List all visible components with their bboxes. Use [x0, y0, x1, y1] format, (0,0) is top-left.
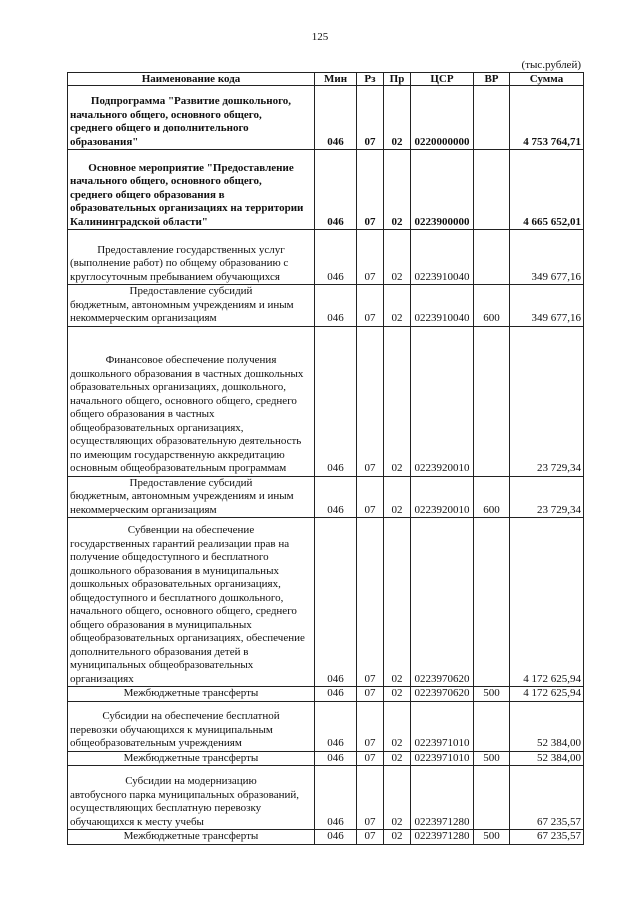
row-csr: 0223910040 — [411, 230, 474, 285]
header-name: Наименование кода — [68, 73, 315, 86]
row-csr: 0223970620 — [411, 518, 474, 687]
page-number: 125 — [311, 31, 329, 43]
row-name-line: основным общеобразовательным программам — [70, 462, 287, 474]
row-rz: 07 — [357, 687, 384, 702]
row-min: 046 — [315, 86, 357, 150]
row-name-line: государственных гарантий реализации прав на — [70, 537, 290, 550]
table-row — [68, 326, 584, 476]
row-name-line: Субсидии на обеспечение бесплатной — [102, 710, 280, 722]
row-csr: 0220000000 — [411, 86, 474, 150]
row-vr — [474, 230, 510, 285]
row-pr: 02 — [384, 701, 411, 751]
row-name-line: по имеющим государственную аккредитацию — [70, 448, 285, 461]
row-name-line: Калининградской области" — [70, 215, 208, 228]
row-vr — [474, 766, 510, 830]
row-csr: 0223971280 — [411, 766, 474, 830]
header-pr: Пр — [384, 73, 411, 86]
row-vr: 600 — [474, 285, 510, 327]
table-row — [68, 518, 584, 687]
row-rz: 07 — [357, 476, 384, 518]
row-min: 046 — [315, 150, 357, 230]
row-name-line: дошкольного образования в муниципальных — [70, 564, 279, 577]
table-row — [68, 701, 584, 751]
row-name-line: начального общего, основного общего, — [70, 175, 262, 187]
row-name-line: общего образования в муниципальных — [70, 618, 252, 631]
row-pr: 02 — [384, 326, 411, 476]
row-name-line: Предоставление субсидий — [129, 476, 253, 489]
row-name-line: образовательных организациях на территории — [70, 202, 304, 214]
table-row — [68, 230, 584, 285]
row-name-line: осуществляющих бесплатную перевозку — [70, 802, 262, 814]
header-vr: ВР — [474, 73, 510, 86]
row-min: 046 — [315, 476, 357, 518]
row-name-line: Предоставление государственных услуг — [97, 243, 285, 256]
table-row — [68, 86, 584, 150]
row-csr: 0223910040 — [411, 285, 474, 327]
row-name-line: образования" — [70, 135, 139, 148]
row-rz: 07 — [357, 326, 384, 476]
row-min: 046 — [315, 766, 357, 830]
row-name-line: начального общего, основного общего, среднего — [70, 394, 297, 407]
row-vr: 500 — [474, 751, 510, 766]
row-name-line: некоммерческим организациям — [70, 503, 217, 516]
row-sum: 349 677,16 — [510, 230, 584, 285]
units-label: (тыс.рублей) — [521, 59, 581, 71]
row-name-line: Субсидии на модернизацию — [125, 775, 257, 787]
row-vr: 500 — [474, 687, 510, 702]
row-csr: 0223920010 — [411, 326, 474, 476]
row-min: 046 — [315, 518, 357, 687]
row-vr — [474, 326, 510, 476]
row-name-line: дошкольных образовательных организациях, — [70, 578, 281, 590]
row-vr: 500 — [474, 830, 510, 845]
table-body — [68, 86, 584, 845]
row-name — [68, 285, 315, 327]
row-name-line: осуществляющих образовательную деятельность — [70, 435, 302, 447]
row-csr: 0223970620 — [411, 687, 474, 702]
row-pr: 02 — [384, 230, 411, 285]
row-min: 046 — [315, 687, 357, 702]
row-name-line: перевозки обучающихся к муниципальным — [70, 723, 273, 736]
table-row — [68, 150, 584, 230]
row-name-line: общего образования в частных — [70, 408, 215, 420]
row-sum: 52 384,00 — [510, 701, 584, 751]
row-name-line: начального общего, основного общего, среднего — [70, 605, 297, 617]
row-sum: 23 729,34 — [510, 326, 584, 476]
row-pr: 02 — [384, 687, 411, 702]
row-sum: 4 172 625,94 — [510, 518, 584, 687]
header-rz: Рз — [357, 73, 384, 86]
row-rz: 07 — [357, 518, 384, 687]
header-csr: ЦСР — [411, 73, 474, 86]
row-name-line: бюджетным, автономным учреждениям и иным — [70, 298, 294, 311]
row-name-line: образовательных организациях, дошкольного, — [70, 381, 286, 393]
row-name — [68, 150, 315, 230]
row-name-line: общеобразовательным учреждениям — [70, 737, 242, 749]
row-name — [68, 230, 315, 285]
row-pr: 02 — [384, 476, 411, 518]
budget-table — [67, 72, 584, 845]
row-vr — [474, 150, 510, 230]
row-name-line: (выполнение работ) по общему образованию с — [70, 257, 289, 269]
row-sum: 4 665 652,01 — [510, 150, 584, 230]
row-name-line: обучающихся к месту учебы — [70, 815, 204, 828]
row-name-line: Подпрограмма "Развитие дошкольного, — [90, 95, 292, 107]
row-name-line: автобусного парка муниципальных образований, — [70, 788, 299, 801]
row-sum: 4 753 764,71 — [510, 86, 584, 150]
row-csr: 0223971280 — [411, 830, 474, 845]
row-rz: 07 — [357, 285, 384, 327]
row-name — [68, 766, 315, 830]
row-vr — [474, 701, 510, 751]
header-min: Мин — [315, 73, 357, 86]
row-name-line: Предоставление субсидий — [129, 285, 253, 297]
row-min: 046 — [315, 701, 357, 751]
header-sum: Сумма — [510, 73, 584, 86]
row-vr — [474, 86, 510, 150]
row-pr: 02 — [384, 751, 411, 766]
row-pr: 02 — [384, 518, 411, 687]
row-name-line: некоммерческим организациям — [70, 312, 217, 324]
row-name-line: дополнительного образования детей в — [70, 645, 249, 658]
row-name-line: начального общего, основного общего, — [70, 108, 262, 121]
row-name: Межбюджетные трансферты — [68, 830, 315, 845]
row-rz: 07 — [357, 766, 384, 830]
row-min: 046 — [315, 326, 357, 476]
row-name-line: среднего общего образования в — [70, 188, 225, 201]
row-csr: 0223900000 — [411, 150, 474, 230]
row-sum: 67 235,57 — [510, 766, 584, 830]
row-name-line: бюджетным, автономным учреждениям и иным — [70, 490, 294, 502]
row-name: Межбюджетные трансферты — [68, 687, 315, 702]
row-pr: 02 — [384, 830, 411, 845]
row-sum: 4 172 625,94 — [510, 687, 584, 702]
row-name-line: муниципальных общеобразовательных — [70, 659, 254, 671]
row-name-line: получение общедоступного и бесплатного — [70, 551, 269, 563]
row-sum: 67 235,57 — [510, 830, 584, 845]
row-name-line: дошкольного образования в частных дошкольных — [70, 367, 304, 380]
table-row — [68, 476, 584, 518]
row-pr: 02 — [384, 86, 411, 150]
row-name — [68, 701, 315, 751]
row-rz: 07 — [357, 150, 384, 230]
row-vr — [474, 518, 510, 687]
row-rz: 07 — [357, 701, 384, 751]
row-name-line: круглосуточным пребыванием обучающихся — [70, 270, 280, 283]
row-rz: 07 — [357, 230, 384, 285]
table-row — [68, 766, 584, 830]
row-name: Межбюджетные трансферты — [68, 751, 315, 766]
row-min: 046 — [315, 830, 357, 845]
row-pr: 02 — [384, 150, 411, 230]
row-name-line: общедоступного и бесплатного дошкольного, — [70, 591, 284, 604]
row-sum: 23 729,34 — [510, 476, 584, 518]
row-name-line: среднего общего и дополнительного — [70, 122, 249, 134]
row-sum: 52 384,00 — [510, 751, 584, 766]
row-name — [68, 86, 315, 150]
row-name-line: Основное мероприятие "Предоставление — [88, 161, 294, 174]
row-rz: 07 — [357, 86, 384, 150]
row-pr: 02 — [384, 766, 411, 830]
table-header-row — [68, 73, 584, 86]
row-name — [68, 518, 315, 687]
row-name — [68, 326, 315, 476]
row-name-line: Субвенции на обеспечение — [127, 524, 255, 536]
table-row — [68, 687, 584, 702]
row-min: 046 — [315, 285, 357, 327]
row-vr: 600 — [474, 476, 510, 518]
table-row — [68, 751, 584, 766]
row-csr: 0223920010 — [411, 476, 474, 518]
row-sum: 349 677,16 — [510, 285, 584, 327]
row-csr: 0223971010 — [411, 751, 474, 766]
row-rz: 07 — [357, 830, 384, 845]
row-name-line: организациях — [70, 672, 134, 685]
table-row — [68, 830, 584, 845]
table-row — [68, 285, 584, 327]
row-csr: 0223971010 — [411, 701, 474, 751]
row-min: 046 — [315, 230, 357, 285]
row-pr: 02 — [384, 285, 411, 327]
row-name — [68, 476, 315, 518]
row-name-line: Финансовое обеспечение получения — [105, 354, 277, 366]
row-name-line: общеобразовательных организациях, — [70, 421, 244, 434]
row-min: 046 — [315, 751, 357, 766]
row-name-line: общеобразовательных организациях, обеспечение — [70, 632, 305, 644]
row-rz: 07 — [357, 751, 384, 766]
